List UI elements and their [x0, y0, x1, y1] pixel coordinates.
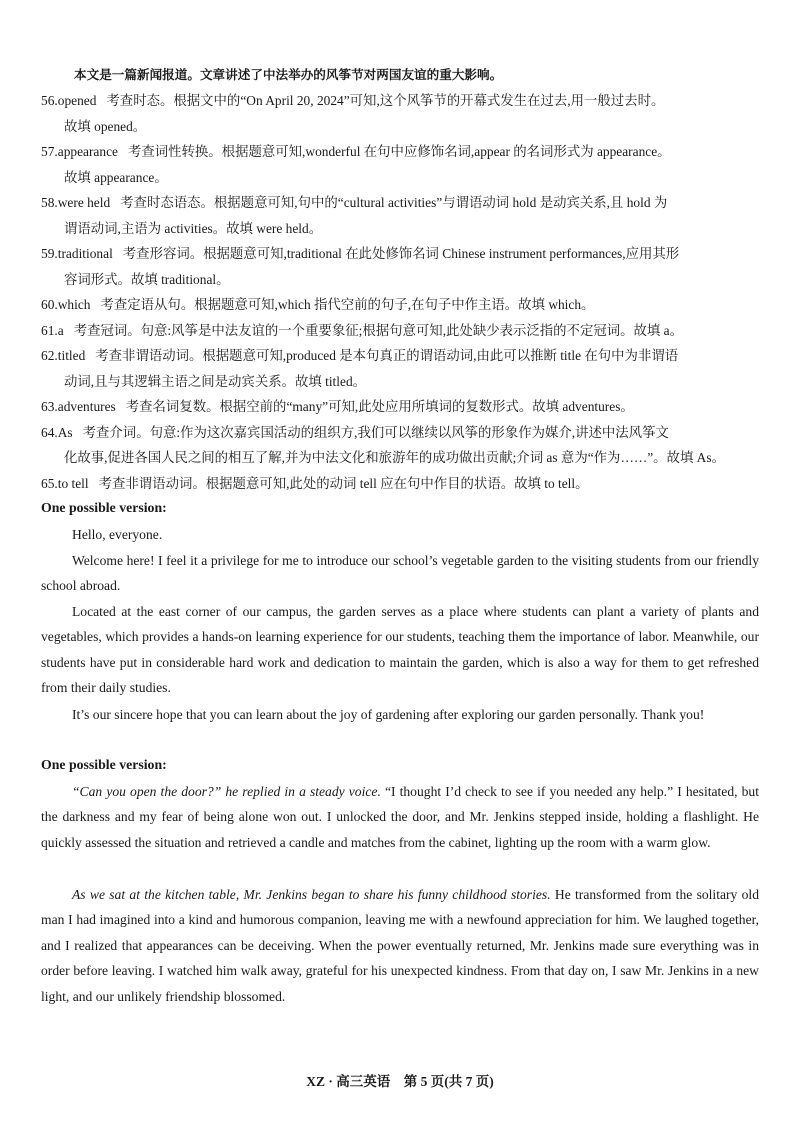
answer-56: 56.opened 考查时态。根据文中的“On April 20, 2024”可知,这个风筝节的开幕式发生在过去,用一般过去时。 — [41, 93, 665, 108]
explanation: 考查时态语态。根据题意可知,句中的“cultural activities”与谓语动词 hold 是动宾关系,且 hold 为 — [120, 195, 668, 210]
answer-word: which — [57, 297, 91, 312]
given-sentence: As we sat at the kitchen table, Mr. Jenkins began to share his funny childhood stories. — [72, 887, 551, 902]
answer-word: appearance — [57, 144, 118, 159]
explanation: 考查冠词。句意:风筝是中法友谊的一个重要象征;根据句意可知,此处缺少表示泛指的不定冠词。故填 a。 — [73, 323, 683, 338]
essay2-paragraph-2: As we sat at the kitchen table, Mr. Jenkins began to share his funny childhood stories. He transformed from the solitary old man I had imagined into a kind and humorous companion, leaving me with a newfound appreciation for him. We laughed together, and I realized that appearances can be deceiving. When the power eventually returned, Mr. Jenkins made sure everything was in order before leaving. I watched him walk away, grateful for his unexpected kindness. From that day on, I saw Mr. Jenkins in a new light, and our unlikely friendship blossomed. — [41, 887, 759, 1004]
essay1-paragraph-3: It’s our sincere hope that you can learn about the joy of gardening after exploring our garden personally. Thank you! — [72, 707, 705, 722]
answer-word: a — [57, 323, 64, 338]
answer-64-cont: 化故事,促进各国人民之间的相互了解,并为中法文化和旅游年的成功做出贡献;介词 as 意为“作为……”。故填 As。 — [64, 450, 725, 465]
answer-57: 57.appearance 考查词性转换。根据题意可知,wonderful 在句中应修饰名词,appear 的名词形式为 appearance。 — [41, 144, 671, 159]
answer-word: adventures — [57, 399, 116, 414]
answer-65: 65.to tell 考查非谓语动词。根据题意可知,此处的动词 tell 应在句中作目的状语。故填 to tell。 — [41, 476, 589, 491]
answer-word: to tell — [57, 476, 89, 491]
essay2-paragraph-1: “Can you open the door?” he replied in a steady voice. “I thought I’d check to see if you needed any help.” I hesitated, but the darkness and my fear of being alone won out. I unlocked the door, and Mr. Jenkins stepped inside, holding a flashlight. He quickly assessed the situation and retrieved a candle and matches from the cabinet, lighting up the room with a warm glow. — [41, 784, 759, 850]
answer-63: 63.adventures 考查名词复数。根据空前的“many”可知,此处应用所填词的复数形式。故填 adventures。 — [41, 399, 634, 414]
answer-59: 59.traditional 考查形容词。根据题意可知,traditional 在此处修饰名词 Chinese instrument performances,应用其形 — [41, 246, 680, 261]
explanation: 考查介词。句意:作为这次嘉宾国活动的组织方,我们可以继续以风筝的形象作为媒介,讲述中法风筝文 — [82, 425, 669, 440]
essay1-greeting: Hello, everyone. — [72, 527, 163, 542]
answer-57-cont: 故填 appearance。 — [64, 170, 168, 185]
answer-61: 61.a 考查冠词。句意:风筝是中法友谊的一个重要象征;根据句意可知,此处缺少表示泛指的不定冠词。故填 a。 — [41, 323, 683, 338]
explanation: 考查非谓语动词。根据题意可知,此处的动词 tell 应在句中作目的状语。故填 to tell。 — [98, 476, 589, 491]
answer-60: 60.which 考查定语从句。根据题意可知,which 指代空前的句子,在句子中作主语。故填 which。 — [41, 297, 595, 312]
answer-word: opened — [57, 93, 97, 108]
answer-62: 62.titled 考查非谓语动词。根据题意可知,produced 是本句真正的谓语动词,由此可以推断 title 在句中为非谓语 — [41, 348, 679, 363]
explanation: 考查非谓语动词。根据题意可知,produced 是本句真正的谓语动词,由此可以推断 title 在句中为非谓语 — [95, 348, 679, 363]
given-sentence: “Can you open the door?” he replied in a steady voice. — [72, 784, 381, 799]
essay1-paragraph-1: Welcome here! I feel it a privilege for me to introduce our school’s vegetable garden to the visiting students from our friendly school abroad. — [41, 553, 759, 594]
essay1-heading: One possible version: — [41, 500, 167, 515]
answer-word: traditional — [57, 246, 113, 261]
answer-64: 64.As 考查介词。句意:作为这次嘉宾国活动的组织方,我们可以继续以风筝的形象作为媒介,讲述中法风筝文 — [41, 425, 669, 440]
answer-59-cont: 容词形式。故填 traditional。 — [64, 272, 230, 287]
passage-summary: 本文是一篇新闻报道。文章讲述了中法举办的风筝节对两国友谊的重大影响。 — [74, 68, 503, 82]
explanation: 考查名词复数。根据空前的“many”可知,此处应用所填词的复数形式。故填 adventures。 — [125, 399, 634, 414]
answer-word: were held — [57, 195, 111, 210]
page-footer: XZ · 高三英语 第 5 页(共 7 页) — [306, 1074, 494, 1089]
essay2-heading: One possible version: — [41, 757, 167, 772]
answer-58-cont: 谓语动词,主语为 activities。故填 were held。 — [64, 221, 323, 236]
essay1-paragraph-2: Located at the east corner of our campus, the garden serves as a place where students can plant a variety of plants and vegetables, which provides a hands-on learning experience for our students, teaching them the importance of labor. Meanwhile, our students have put in considerable hard work and dedication to maintain the garden, which is also a way for them to get refreshed from their daily studies. — [41, 604, 759, 696]
answer-58: 58.were held 考查时态语态。根据题意可知,句中的“cultural activities”与谓语动词 hold 是动宾关系,且 hold 为 — [41, 195, 668, 210]
answer-word: titled — [57, 348, 86, 363]
answer-word: As — [57, 425, 73, 440]
answer-56-cont: 故填 opened。 — [64, 119, 147, 134]
explanation: 考查形容词。根据题意可知,traditional 在此处修饰名词 Chinese instrument performances,应用其形 — [122, 246, 680, 261]
answer-62-cont: 动词,且与其逻辑主语之间是动宾关系。故填 titled。 — [64, 374, 367, 389]
explanation: 考查时态。根据文中的“On April 20, 2024”可知,这个风筝节的开幕式发生在过去,用一般过去时。 — [106, 93, 665, 108]
explanation: 考查定语从句。根据题意可知,which 指代空前的句子,在句子中作主语。故填 which。 — [100, 297, 595, 312]
explanation: 考查词性转换。根据题意可知,wonderful 在句中应修饰名词,appear 的名词形式为 appearance。 — [127, 144, 671, 159]
